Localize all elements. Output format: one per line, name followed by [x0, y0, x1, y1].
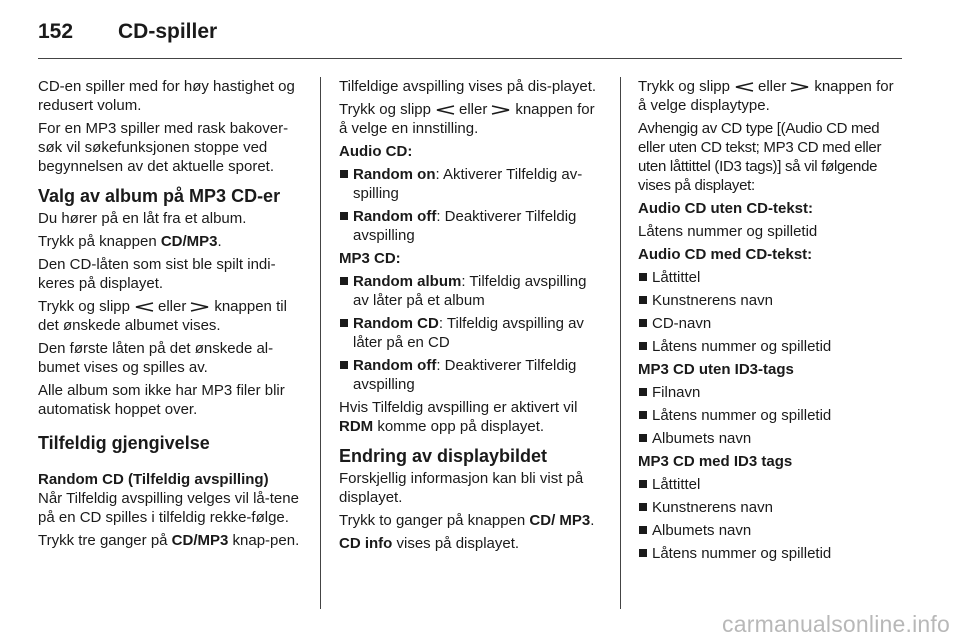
text: Hvis Tilfeldig avspilling er aktivert vil: [339, 399, 578, 416]
paragraph: Den første låten på det ønskede al-bumet vises og spilles av.: [38, 340, 274, 376]
paragraph: [339, 534, 604, 553]
subheading-mp3-with-id3: MP3 CD med ID3 tags: [638, 453, 793, 470]
watermark: carmanualsonline.info: [722, 611, 950, 637]
list-item: Kunstnerens navn: [638, 498, 906, 517]
paragraph: [38, 232, 310, 251]
text: Trykk på knappen: [38, 233, 161, 250]
column-3: [638, 77, 906, 567]
list-item: Låtens nummer og spilletid: [638, 337, 906, 356]
list-item: [339, 356, 604, 394]
display-code-cd-info: CD info: [339, 535, 393, 552]
paragraph: Når Tilfeldig avspilling velges vil lå-tene på en CD spilles i tilfeldig rekke-følge.: [38, 490, 299, 526]
list-item: Albumets navn: [638, 429, 906, 448]
paragraph: Den CD-låten som sist ble spilt indi-keres på displayet.: [38, 256, 276, 292]
paragraph: For en MP3 spiller med rask bakover-søk vil søkefunksjonen stoppe ved begynnelsen av det aktuelle sporet.: [38, 120, 289, 175]
subheading-audio-cd: Audio CD:: [339, 143, 413, 160]
text: Trykk og slipp: [339, 101, 431, 118]
arrow-right-icon: [790, 82, 810, 92]
arrow-left-icon: [734, 82, 754, 92]
paragraph: Låtens nummer og spilletid: [638, 223, 818, 240]
text: komme opp på displayet.: [373, 418, 545, 435]
column-divider: [320, 77, 321, 609]
text: : Tilfeldig avspilling av låter på en CD: [353, 315, 584, 351]
paragraph: [339, 398, 604, 436]
list-item: [339, 207, 604, 245]
list-item: [339, 314, 604, 352]
subheading-mp3-without-id3: MP3 CD uten ID3-tags: [638, 361, 794, 378]
text: : Deaktiverer Tilfeldig avspilling: [353, 357, 577, 393]
text: Trykk tre ganger på: [38, 532, 172, 549]
text: vises på displayet.: [392, 535, 520, 552]
list-item: Låtens nummer og spilletid: [638, 544, 906, 563]
paragraph: Alle album som ikke har MP3 filer blir automatisk hoppet over.: [38, 382, 285, 418]
text: .: [590, 512, 595, 529]
list-item: Låttittel: [638, 475, 906, 494]
page-title: CD-spiller: [118, 20, 218, 43]
section-heading-random: Tilfeldig gjengivelse: [38, 433, 210, 453]
section-heading-display: Endring av displaybildet: [339, 446, 548, 466]
text: knappen for å velge displaytype.: [638, 78, 894, 114]
text: : Aktiverer Tilfeldig av-spilling: [353, 166, 583, 202]
list-item: CD-navn: [638, 314, 906, 333]
arrow-right-icon: [190, 302, 210, 312]
text: : Tilfeldig avspilling av låter på et album: [353, 273, 587, 309]
column-1: [38, 77, 310, 554]
option-label: Random CD: [353, 315, 439, 332]
paragraph: [339, 511, 604, 530]
text: knappen for å velge en innstilling.: [339, 101, 595, 137]
paragraph: [38, 531, 310, 550]
paragraph: Forskjellig informasjon kan bli vist på displayet.: [339, 470, 584, 506]
text: eller: [458, 101, 488, 118]
text: knappen til det ønskede albumet vises.: [38, 298, 287, 334]
column-2: [339, 77, 604, 557]
option-label: Random album: [353, 273, 462, 290]
paragraph: Avhengig av CD type [(Audio CD med eller uten CD tekst; MP3 CD med eller uten låttittel (ID3 tags)] så vil følgende vises på displayet:: [638, 120, 882, 194]
list-item: Kunstnerens navn: [638, 291, 906, 310]
column-divider: [620, 77, 621, 609]
paragraph: [38, 297, 310, 335]
text: eller: [757, 78, 787, 95]
arrow-left-icon: [435, 105, 455, 115]
list-item: [339, 165, 604, 203]
subheading-audio-cd-without-text: Audio CD uten CD-tekst:: [638, 200, 813, 217]
section-heading-album: Valg av album på MP3 CD-er: [38, 186, 281, 206]
button-name-cd-mp3: CD/MP3: [171, 532, 229, 549]
text: Trykk og slipp: [38, 298, 130, 315]
text: eller: [157, 298, 187, 315]
display-code-rdm: RDM: [339, 418, 374, 435]
paragraph: [638, 77, 906, 115]
paragraph: CD-en spiller med for høy hastighet og redusert volum.: [38, 78, 295, 114]
text: Trykk og slipp: [638, 78, 730, 95]
text: .: [217, 233, 222, 250]
page-header: [38, 14, 902, 59]
paragraph: Tilfeldige avspilling vises på dis-playet.: [339, 78, 597, 95]
arrow-left-icon: [134, 302, 154, 312]
subheading-mp3-cd: MP3 CD:: [339, 250, 401, 267]
list-item: Låtens nummer og spilletid: [638, 406, 906, 425]
list-item: Albumets navn: [638, 521, 906, 540]
button-name-cd-mp3: CD/MP3: [160, 233, 218, 250]
page-number: 152: [38, 20, 74, 43]
option-label: Random off: [353, 208, 437, 225]
subheading-audio-cd-with-text: Audio CD med CD-tekst:: [638, 246, 813, 263]
list-item: [339, 272, 604, 310]
list-item: Låttittel: [638, 268, 906, 287]
text: knap-pen.: [228, 532, 300, 549]
arrow-right-icon: [491, 105, 511, 115]
button-name-cd-mp3: CD/ MP3: [529, 512, 591, 529]
option-label: Random off: [353, 357, 437, 374]
text: Trykk to ganger på knappen: [339, 512, 530, 529]
text: : Deaktiverer Tilfeldig avspilling: [353, 208, 577, 244]
option-label: Random on: [353, 166, 436, 183]
paragraph: Du hører på en låt fra et album.: [38, 210, 247, 227]
paragraph: [339, 100, 604, 138]
subheading-random-cd: Random CD (Tilfeldig avspilling): [38, 471, 269, 488]
list-item: Filnavn: [638, 383, 906, 402]
